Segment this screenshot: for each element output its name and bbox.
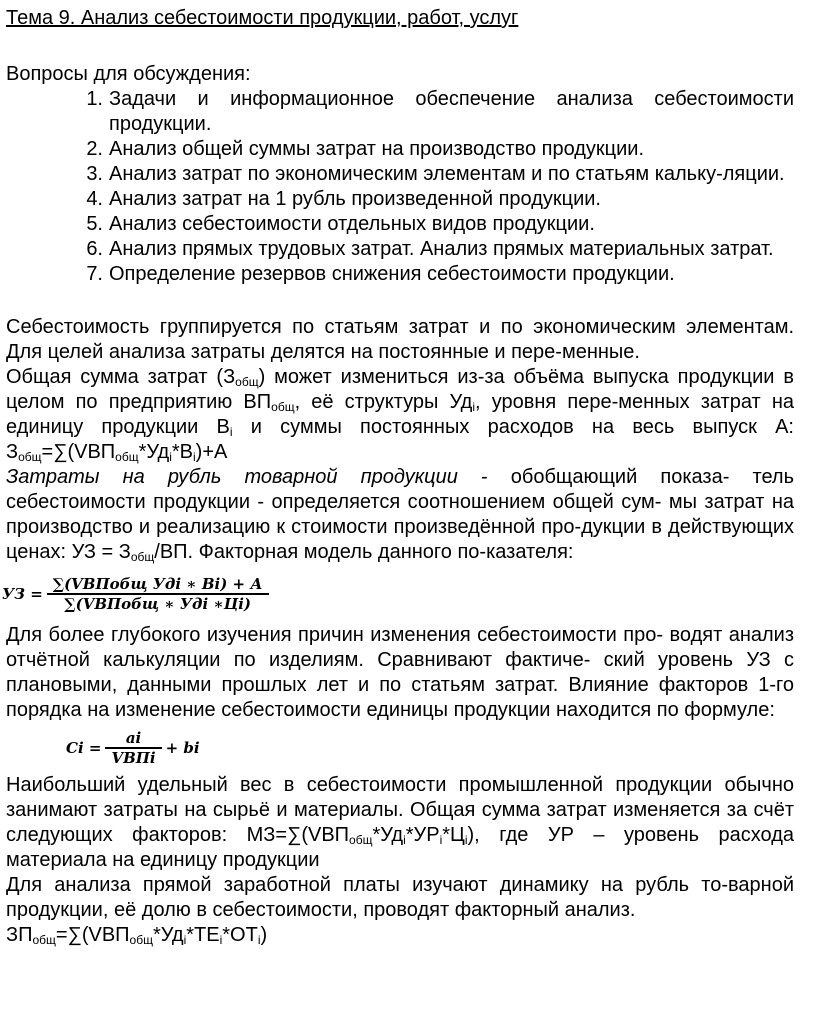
list-item: 6. Анализ прямых трудовых затрат. Анализ прямых материальных затрат. xyxy=(86,238,774,260)
paragraph-cost-grouping: Себестоимость группируется по статьям затрат и по экономическим элементам. Для целей анализа затраты делятся на постоянные и пере-менные. xyxy=(6,316,794,363)
paragraph-wages: Для анализа прямой заработной платы изучают динамику на рубль то-варной продукции, её долю в себестоимости, проводят факторный анализ. xyxy=(6,874,794,921)
formula-uz-lhs: УЗ = xyxy=(2,585,43,603)
formula-ci-lhs: Ci = xyxy=(66,739,102,757)
formula-ci-numerator: ai xyxy=(125,729,142,748)
formula-uz-numerator: ∑(VВПобщ Удi ∗ Вi) + А xyxy=(52,575,263,594)
formula-ci-denominator: VВПi xyxy=(111,748,156,767)
paragraph-material-costs: Наибольший удельный вес в себестоимости промышленной продукции обычно занимают затраты на сырьё и материалы. Общая сумма затрат изменяется за счёт следующих факторов: $МЗ=\sum(VВП_{общ}*Уд_i*УР_i*Ц_i)$, где УР – уровень расхода материала на единицу продукции xyxy=(6,774,794,871)
list-item: 7. Определение резервов снижения себестоимости продукции. xyxy=(86,263,675,285)
list-item: 5. Анализ себестоимости отдельных видов продукции. xyxy=(86,213,595,235)
formula-wages: $ЗП_{общ}=\sum(VВП_{общ}*Уд_i*ТЕ_i*ОТ_i)$ xyxy=(6,924,268,947)
formula-ci-rhs: + bi xyxy=(165,739,200,757)
paragraph-total-costs: Общая сумма затрат $(З_{общ})$ может измениться из-за объёма выпуска продукции в целом по предприятию $ВП_{общ}$, её структуры $Уд_i$, уровня пере-менных затрат на единицу продукции $В_i$ и суммы постоянных расходов на весь выпуск А: $З_{общ}=\sum(VВП_{общ}*Уд_i*В_i)+А$ xyxy=(6,366,795,464)
list-item: 4. Анализ затрат на 1 рубль произведенной продукции. xyxy=(86,188,601,210)
list-item: 3. Анализ затрат по экономическим элементам и по статьям кальку-ляции. xyxy=(86,163,785,185)
list-item: 1. Задачи и информационное обеспечение анализа себестоимости продукции. xyxy=(86,88,794,135)
formula-uz xyxy=(2,565,794,623)
list-item: 2. Анализ общей суммы затрат на производство продукции. xyxy=(86,138,645,160)
questions-list xyxy=(6,87,794,287)
questions-heading: Вопросы для обсуждения: xyxy=(6,63,251,85)
paragraph-calculation-analysis: Для более глубокого изучения причин изменения себестоимости про- водят анализ отчётной калькуляции по изделиям. Сравнивают фактиче- ский уровень УЗ с плановыми, данными прошлых лет и по статьям затрат. Влияние факторов 1-го порядка на изменение себестоимости единицы продукции находится по формуле: xyxy=(6,624,794,721)
formula-uz-fraction xyxy=(47,575,269,613)
paragraph-cost-per-ruble: Затраты на рубль товарной продукции - обобщающий показа- тель себестоимости продукции - определяется соотношением общей сум- мы затрат на производство и реализацию к стоимости произведённой про-дукции в действующих ценах: УЗ = $З_{общ}/ВП$. Факторная модель данного по-казателя: xyxy=(6,466,794,564)
formula-ci-fraction xyxy=(105,729,161,767)
document-page xyxy=(2,6,795,948)
formula-ci xyxy=(66,723,794,773)
page-title: Тема 9. Анализ себестоимости продукции, работ, услуг xyxy=(6,7,519,29)
formula-uz-denominator: ∑(VВПобщ ∗ Удi ∗Цi) xyxy=(64,594,252,613)
